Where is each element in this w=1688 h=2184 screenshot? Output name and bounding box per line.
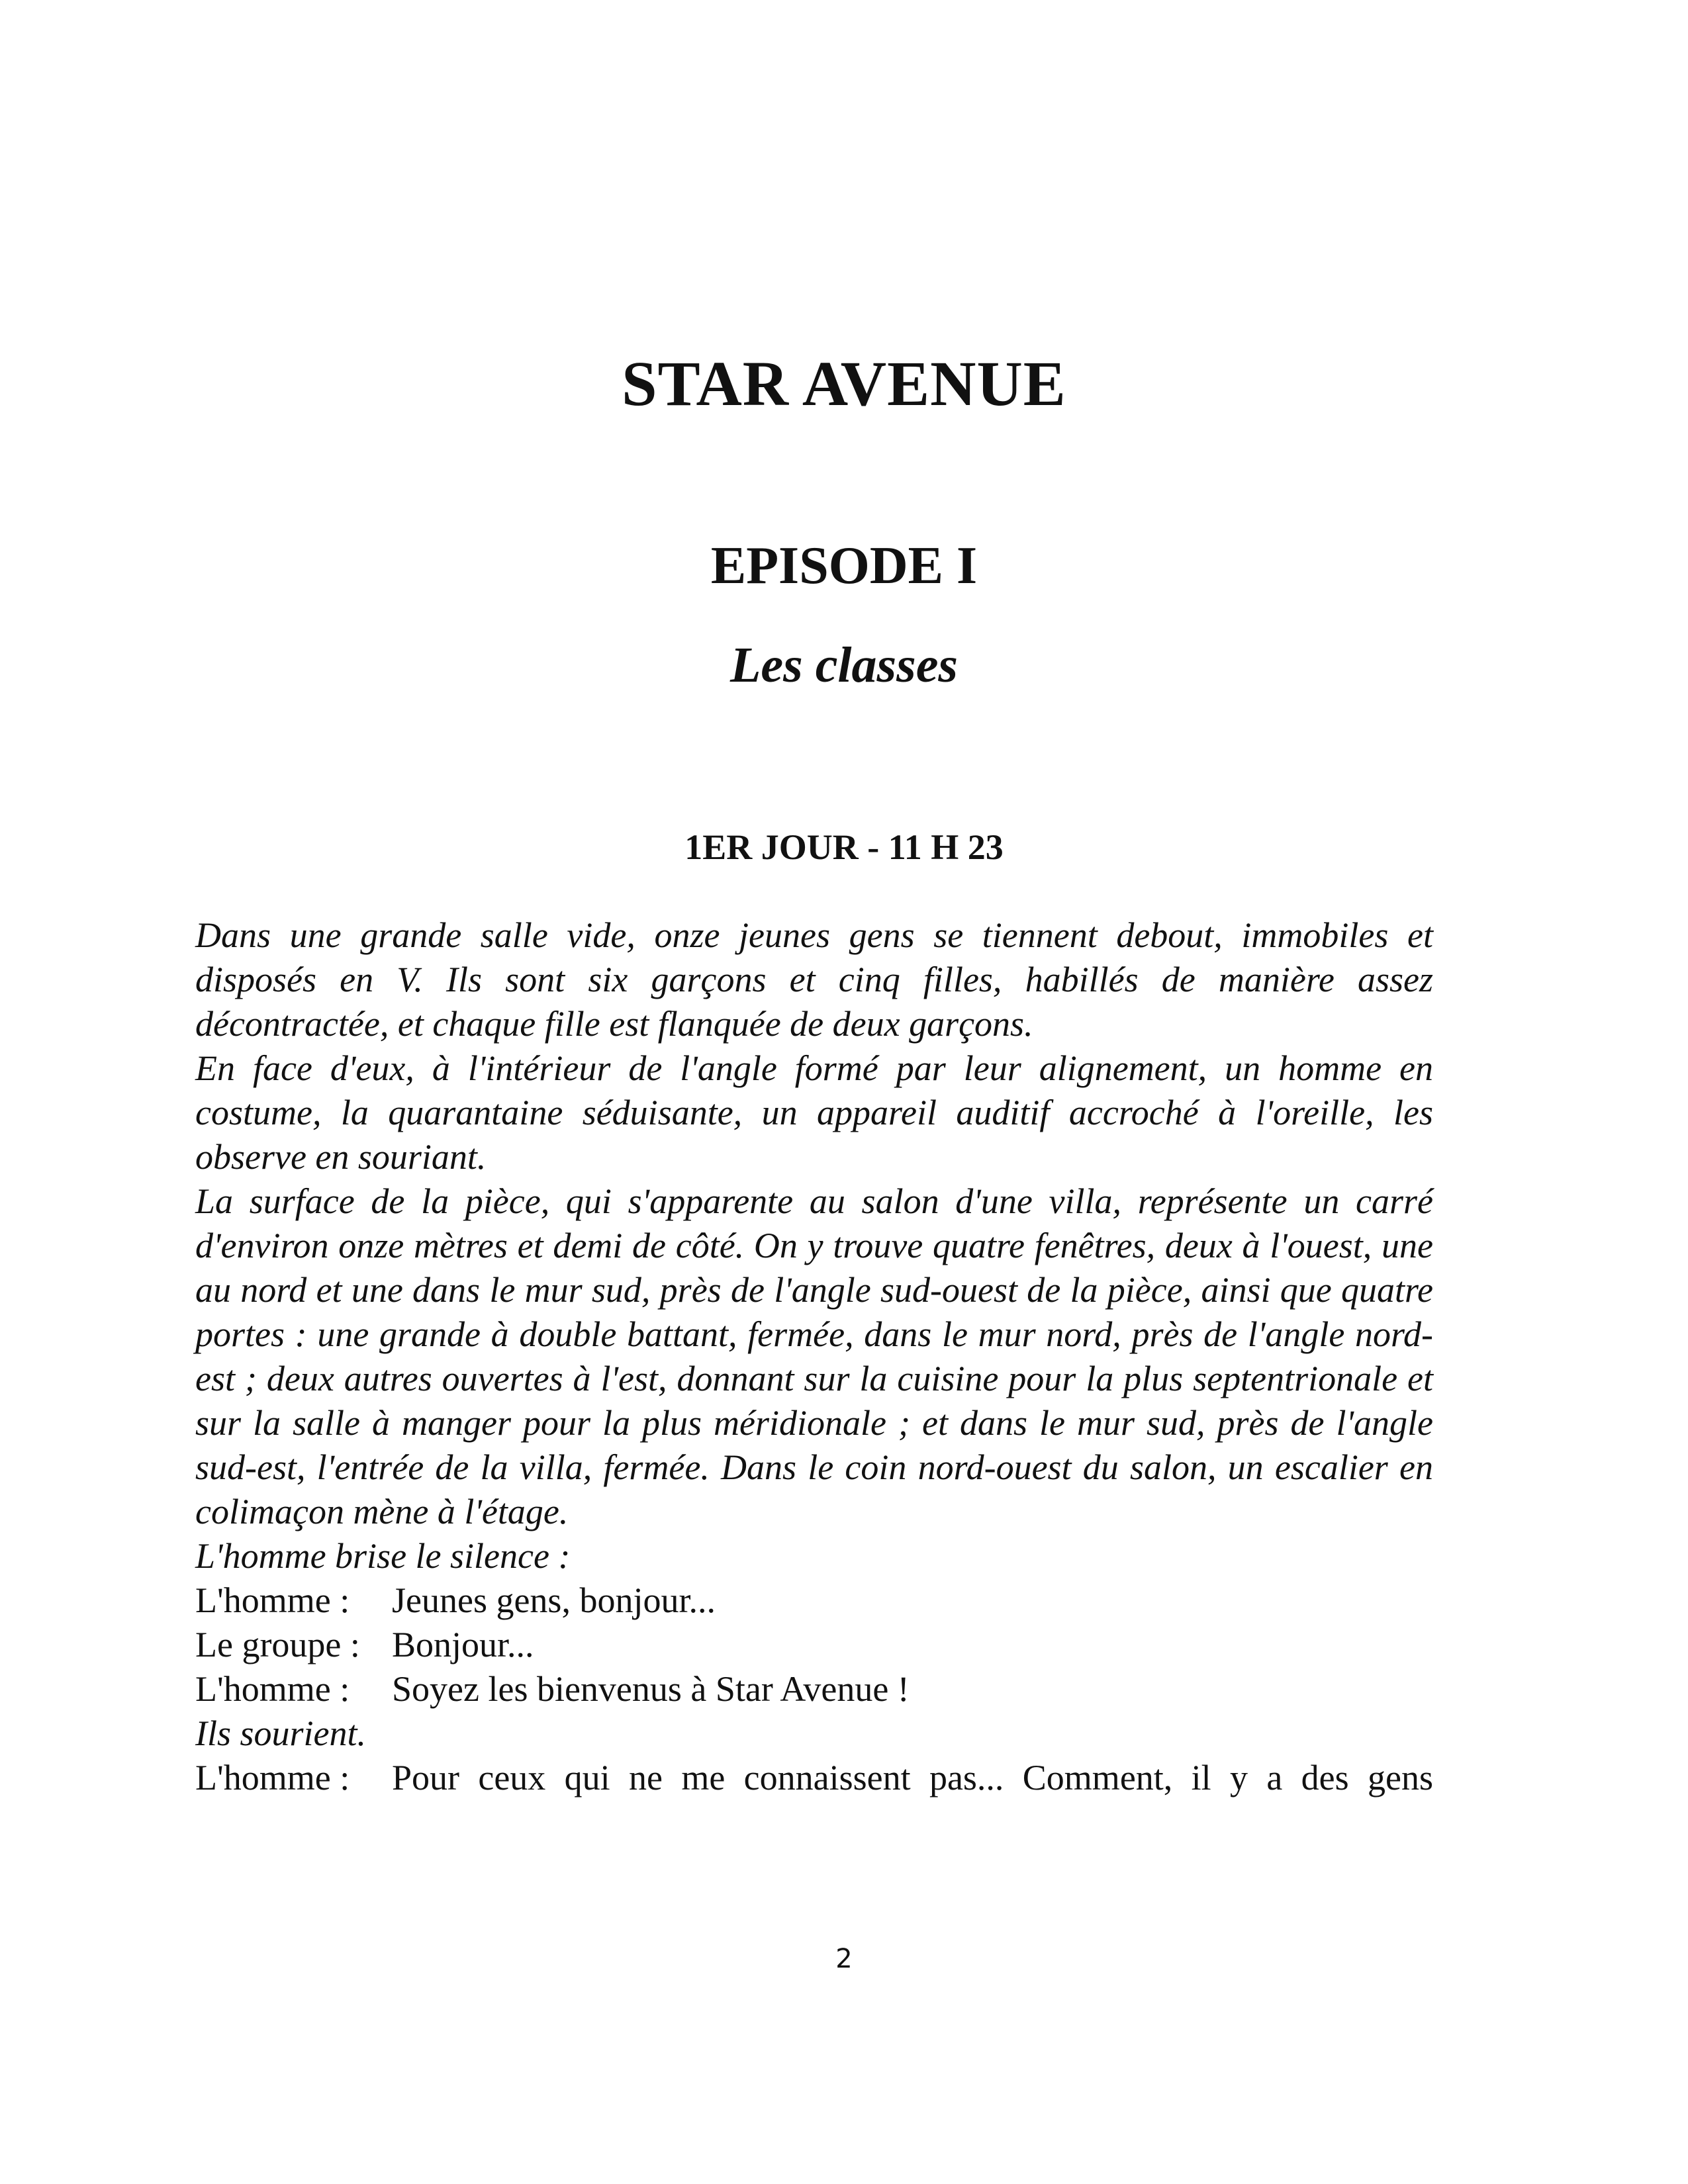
dialogue-line [195, 1667, 1433, 1711]
dialogue-line [195, 1578, 1433, 1623]
narration-paragraph: En face d'eux, à l'intérieur de l'angle formé par leur alignement, un homme en costume, la quarantaine séduisante, un appareil auditif accroché à l'oreille, les observe en souriant. [195, 1048, 1433, 1177]
narration-paragraph: La surface de la pièce, qui s'apparente au salon d'une villa, représente un carré d'environ onze mètres et demi de côté. On y trouve quatre fenêtres, deux à l'ouest, une au nord et une dans le mur sud, près de l'angle sud-ouest de la pièce, ainsi que quatre portes : une grande à double battant, fermée, dans le mur nord, près de l'angle nord-est ; deux autres ouvertes à l'est, donnant sur la cuisine pour la plus septentrionale et sur la salle à manger pour la plus méridionale ; et dans le mur sud, près de l'angle sud-est, l'entrée de la villa, fermée. Dans le coin nord-ouest du salon, un escalier en colimaçon mène à l'étage. [195, 1181, 1433, 1531]
episode-heading: EPISODE I [710, 537, 978, 595]
dialogue-text: Pour ceux qui ne me connaissent pas... Comment, il y a des gens [392, 1758, 1433, 1797]
narration-paragraph: L'homme brise le silence : [195, 1536, 571, 1576]
day-heading: 1ER JOUR - 11 H 23 [684, 827, 1004, 867]
script-body [195, 913, 1433, 1800]
dialogue-speaker: Le groupe : [195, 1625, 360, 1664]
dialogue-speaker: L'homme : [195, 1580, 350, 1620]
episode-subtitle: Les classes [729, 637, 959, 693]
narration-paragraph: Ils sourient. [195, 1713, 367, 1753]
document-title: STAR AVENUE [622, 348, 1066, 419]
dialogue-speaker: L'homme : [195, 1758, 350, 1797]
page-number: 2 [835, 1944, 853, 1974]
dialogue-line [195, 1756, 1433, 1800]
dialogue-text: Jeunes gens, bonjour... [392, 1580, 716, 1620]
dialogue-text: Bonjour... [392, 1625, 534, 1664]
narration-paragraph: Dans une grande salle vide, onze jeunes gens se tiennent debout, immobiles et disposés en V. Ils sont six garçons et cinq filles, habillés de manière assez décontractée, et chaque fille est flanquée de deux garçons. [195, 915, 1433, 1044]
dialogue-text: Soyez les bienvenus à Star Avenue ! [392, 1669, 910, 1709]
dialogue-line [195, 1623, 1433, 1667]
dialogue-speaker: L'homme : [195, 1669, 350, 1709]
